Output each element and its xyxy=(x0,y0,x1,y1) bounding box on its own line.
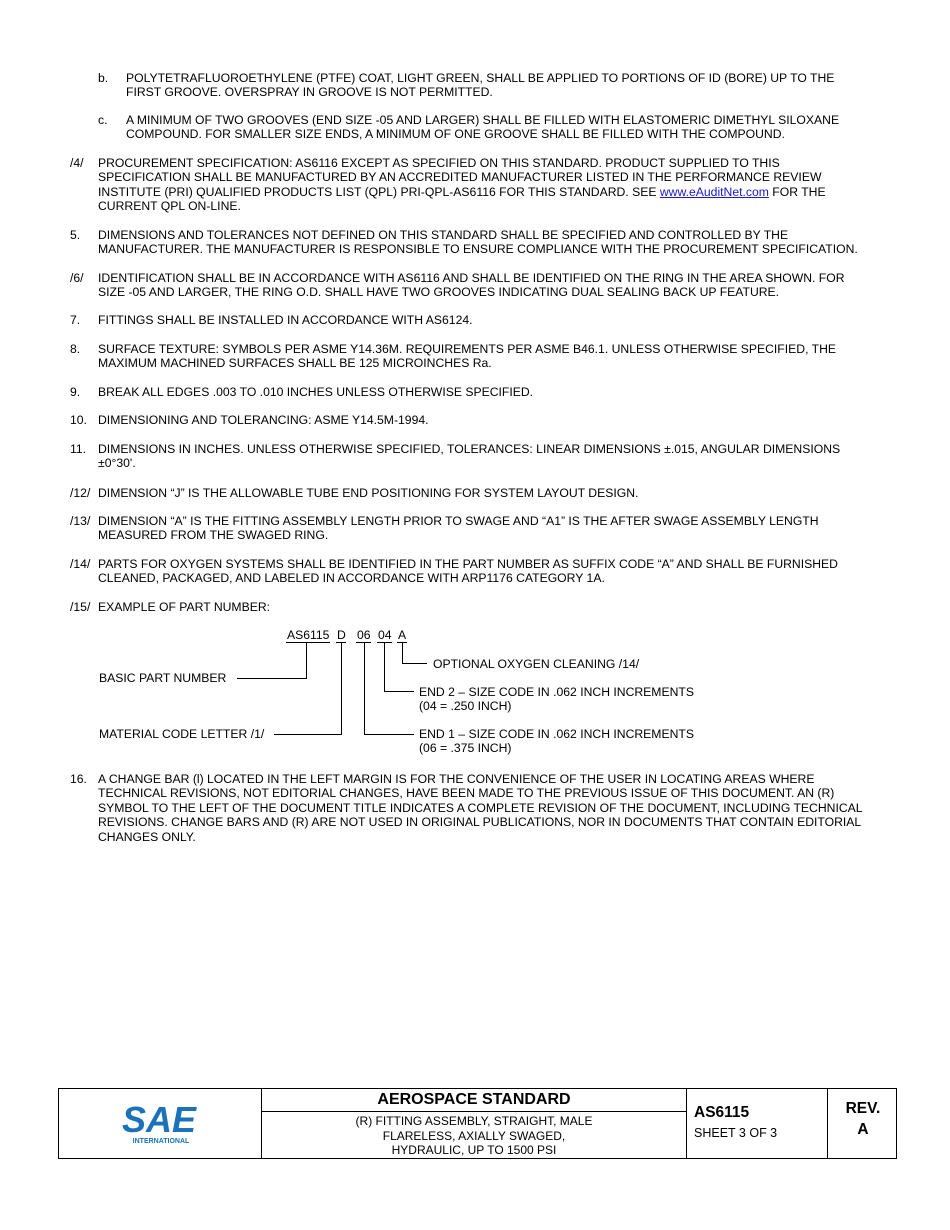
note-text: DIMENSIONS AND TOLERANCES NOT DEFINED ON THIS STANDARD SHALL BE SPECIFIED AND CONTROLLED BY THE MANUFACTURER. THE MANUFACTURER IS RESPONSIBLE TO ENSURE COMPLIANCE WITH THE PROCUREMENT SPECIFICATION. xyxy=(98,228,858,257)
note-number: c. xyxy=(98,113,108,127)
document-subtitle: (R) FITTING ASSEMBLY, STRAIGHT, MALE FLARELESS, AXIALLY SWAGED, HYDRAULIC, UP TO 1500 PSI xyxy=(355,1114,593,1157)
pn-base: AS6115 xyxy=(287,628,330,642)
leader-line xyxy=(384,642,385,691)
doc-number: AS6115 xyxy=(694,1104,750,1121)
note-text: IDENTIFICATION SHALL BE IN ACCORDANCE WITH AS6116 AND SHALL BE IDENTIFIED ON THE RING IN THE AREA SHOWN. FOR SIZE -05 AND LARGER, THE RING O.D. SHALL HAVE TWO GROOVES INDICATING DUAL SEALING BACK UP FEATURE. xyxy=(98,271,845,300)
note-text: BREAK ALL EDGES .003 TO .010 INCHES UNLESS OTHERWISE SPECIFIED. xyxy=(98,385,534,399)
logo-subtext: INTERNATIONAL xyxy=(132,1138,190,1145)
label-end2: END 2 – SIZE CODE IN .062 INCH INCREMENTS (04 = .250 INCH) xyxy=(419,685,694,714)
underline xyxy=(286,642,330,643)
doc-number-cell xyxy=(687,1089,828,1158)
pn-end2: 04 xyxy=(378,628,392,642)
note-text: DIMENSIONS IN INCHES. UNLESS OTHERWISE SPECIFIED, TOLERANCES: LINEAR DIMENSIONS ±.015, ANGULAR DIMENSIONS ±0°30'. xyxy=(98,442,841,471)
logo-cell xyxy=(59,1089,262,1158)
note-number: 8. xyxy=(70,342,81,356)
note-number: /13/ xyxy=(70,514,91,528)
logo-text: SAE xyxy=(121,1099,197,1140)
leader-line xyxy=(306,642,307,678)
leader-line xyxy=(274,734,342,735)
pn-end1: 06 xyxy=(357,628,371,642)
rev-label: REV. xyxy=(845,1100,881,1117)
note-number: 11. xyxy=(70,442,87,456)
note-text: DIMENSIONING AND TOLERANCING: ASME Y14.5M-1994. xyxy=(98,413,429,427)
note-number: /14/ xyxy=(70,557,91,571)
label-oxygen-cleaning: OPTIONAL OXYGEN CLEANING /14/ xyxy=(433,657,640,671)
label-basic-part-number: BASIC PART NUMBER xyxy=(99,671,227,685)
title-cell xyxy=(262,1089,687,1158)
note-text-part: FOR THE CURRENT QPL ON-LINE. xyxy=(98,184,826,214)
note-number: 7. xyxy=(70,313,81,327)
pn-material: D xyxy=(337,628,346,642)
title-block xyxy=(58,1088,897,1159)
label-material-code: MATERIAL CODE LETTER /1/ xyxy=(99,727,265,741)
note-text: SURFACE TEXTURE: SYMBOLS PER ASME Y14.36M. REQUIREMENTS PER ASME B46.1. UNLESS OTHERWISE SPECIFIED, THE MAXIMUM MACHINED SURFACES SHALL BE 125 MICROINCHES Ra. xyxy=(98,342,836,371)
divider xyxy=(262,1111,686,1112)
leader-line xyxy=(402,663,427,664)
leader-line xyxy=(384,691,414,692)
rev-value: A xyxy=(857,1121,869,1138)
pn-suffix: A xyxy=(398,628,407,642)
note-text: A MINIMUM OF TWO GROOVES (END SIZE -05 AND LARGER) SHALL BE FILLED WITH ELASTOMERIC DIMETHYL SILOXANE COMPOUND. FOR SMALLER SIZE ENDS, A MINIMUM OF ONE GROOVE SHALL BE FILLED WITH THE COMPOUND. xyxy=(126,113,840,142)
leader-line xyxy=(364,734,414,735)
rev-cell xyxy=(828,1089,898,1158)
leader-line xyxy=(402,642,403,663)
sheet-number: SHEET 3 OF 3 xyxy=(694,1126,778,1140)
note-text: DIMENSION “A” IS THE FITTING ASSEMBLY LENGTH PRIOR TO SWAGE AND “A1” IS THE AFTER SWAGE ASSEMBLY LENGTH MEASURED FROM THE SWAGED RING. xyxy=(98,514,819,543)
leader-line xyxy=(341,642,342,734)
note-number: /12/ xyxy=(70,486,91,500)
label-end1: END 1 – SIZE CODE IN .062 INCH INCREMENTS (06 = .375 INCH) xyxy=(419,727,694,756)
note-text: FITTINGS SHALL BE INSTALLED IN ACCORDANCE WITH AS6124. xyxy=(98,313,473,327)
note-text xyxy=(98,156,885,214)
document-type-title: AEROSPACE STANDARD xyxy=(377,1091,571,1108)
note-number: /15/ xyxy=(70,600,91,614)
note-text: POLYTETRAFLUOROETHYLENE (PTFE) COAT, LIGHT GREEN, SHALL BE APPLIED TO PORTIONS OF ID (BORE) UP TO THE FIRST GROOVE. OVERSPRAY IN GROOVE IS NOT PERMITTED. xyxy=(126,71,835,100)
note-number: /6/ xyxy=(70,271,84,285)
eauditnet-link[interactable]: www.eAuditNet.com xyxy=(659,184,769,199)
note-text: A CHANGE BAR (l) LOCATED IN THE LEFT MARGIN IS FOR THE CONVENIENCE OF THE USER IN LOCATING AREAS WHERE TECHNICAL REVISIONS, NOT EDITORIAL CHANGES, HAVE BEEN MADE TO THE PREVIOUS ISSUE OF THIS DOCUMENT. AN (R) SYMBOL TO THE LEFT OF THE DOCUMENT TITLE INDICATES A COMPLETE REVISION OF THE DOCUMENT, INCLUDING TECHNICAL REVISIONS. CHANGE BARS AND (R) ARE NOT USED IN ORIGINAL PUBLICATIONS, NOR IN DOCUMENTS THAT CONTAIN EDITORIAL CHANGES ONLY. xyxy=(98,772,863,844)
leader-line xyxy=(237,678,307,679)
leader-line xyxy=(364,642,365,734)
sae-logo-icon xyxy=(59,1089,262,1158)
note-text: PARTS FOR OXYGEN SYSTEMS SHALL BE IDENTIFIED IN THE PART NUMBER AS SUFFIX CODE “A” AND SHALL BE FURNISHED CLEANED, PACKAGED, AND LABELED IN ACCORDANCE WITH ARP1176 CATEGORY 1A. xyxy=(98,557,838,586)
note-number: 5. xyxy=(70,228,81,242)
note-text: DIMENSION “J” IS THE ALLOWABLE TUBE END POSITIONING FOR SYSTEM LAYOUT DESIGN. xyxy=(98,486,639,500)
note-number: 10. xyxy=(70,413,87,427)
note-text-part: PROCUREMENT SPECIFICATION: AS6116 EXCEPT AS SPECIFIED ON THIS STANDARD. PRODUCT SUPPLIED TO THIS SPECIFICATION SHALL BE MANUFACTURED BY AN ACCREDITED MANUFACTURER LISTED IN THE PERFORMANCE REVIEW INSTITUTE (PRI) QUALIFIED PRODUCTS LIST (QPL) PRI-QPL-AS6116 FOR THIS STANDARD. SEE xyxy=(98,156,822,199)
note-number: 16. xyxy=(70,772,87,786)
note-number: b. xyxy=(98,71,109,85)
note-number: /4/ xyxy=(70,156,84,170)
note-text: EXAMPLE OF PART NUMBER: xyxy=(98,600,271,614)
note-number: 9. xyxy=(70,385,81,399)
